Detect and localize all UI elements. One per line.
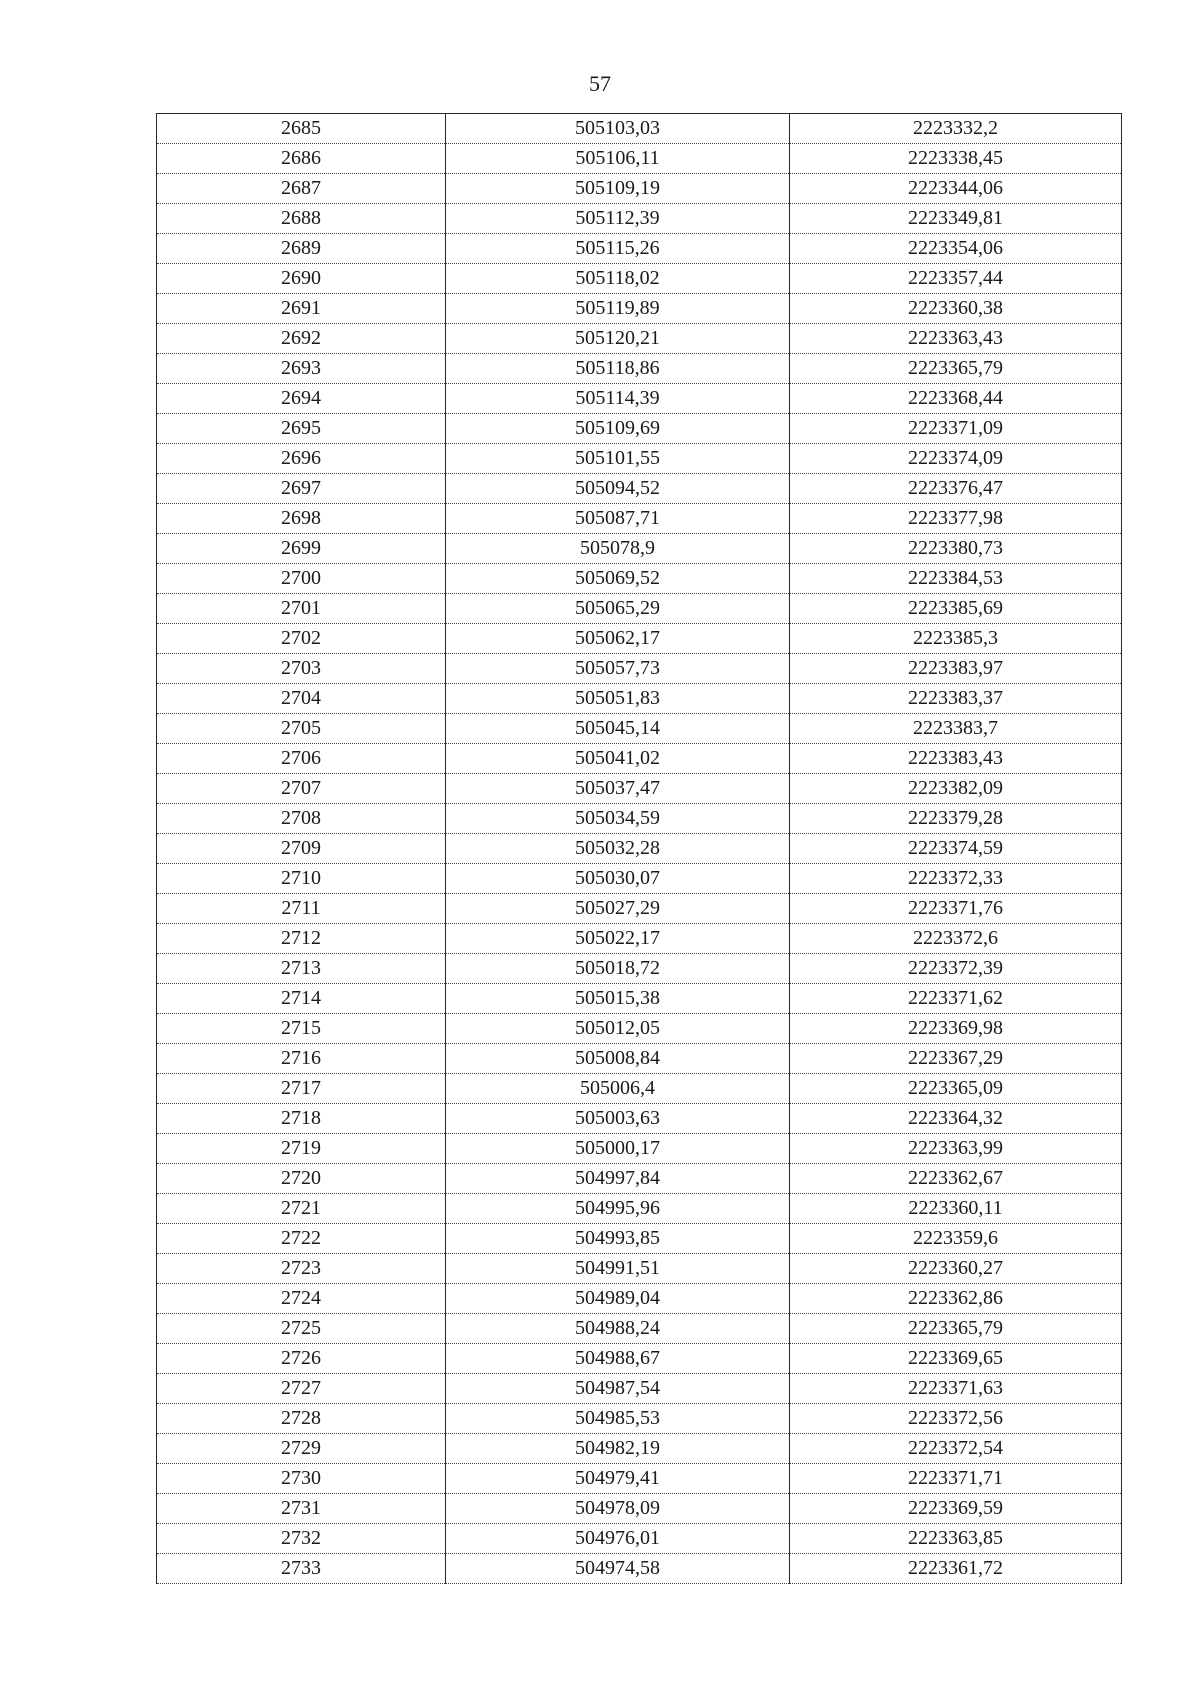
x-coordinate-cell: 505000,17 [446, 1134, 790, 1164]
x-coordinate-cell: 505115,26 [446, 234, 790, 264]
table-row [157, 744, 1122, 774]
x-coordinate-cell: 504987,54 [446, 1374, 790, 1404]
point-number-cell: 2733 [157, 1554, 446, 1584]
x-coordinate-cell: 504974,58 [446, 1554, 790, 1584]
y-coordinate-cell: 2223354,06 [790, 234, 1122, 264]
table-row [157, 1434, 1122, 1464]
point-number-cell: 2710 [157, 864, 446, 894]
y-coordinate-cell: 2223371,71 [790, 1464, 1122, 1494]
table-row [157, 984, 1122, 1014]
table-row [157, 294, 1122, 324]
x-coordinate-cell: 504988,67 [446, 1344, 790, 1374]
point-number-cell: 2704 [157, 684, 446, 714]
y-coordinate-cell: 2223360,38 [790, 294, 1122, 324]
y-coordinate-cell: 2223372,56 [790, 1404, 1122, 1434]
x-coordinate-cell: 505109,69 [446, 414, 790, 444]
x-coordinate-cell: 505051,83 [446, 684, 790, 714]
x-coordinate-cell: 504993,85 [446, 1224, 790, 1254]
y-coordinate-cell: 2223383,37 [790, 684, 1122, 714]
point-number-cell: 2690 [157, 264, 446, 294]
table-row [157, 504, 1122, 534]
point-number-cell: 2707 [157, 774, 446, 804]
point-number-cell: 2685 [157, 114, 446, 144]
table-row [157, 1284, 1122, 1314]
y-coordinate-cell: 2223364,32 [790, 1104, 1122, 1134]
table-row [157, 1104, 1122, 1134]
x-coordinate-cell: 504997,84 [446, 1164, 790, 1194]
point-number-cell: 2700 [157, 564, 446, 594]
table-row [157, 1224, 1122, 1254]
x-coordinate-cell: 505094,52 [446, 474, 790, 504]
y-coordinate-cell: 2223380,73 [790, 534, 1122, 564]
x-coordinate-cell: 505119,89 [446, 294, 790, 324]
y-coordinate-cell: 2223372,54 [790, 1434, 1122, 1464]
table-row [157, 594, 1122, 624]
point-number-cell: 2699 [157, 534, 446, 564]
table-row [157, 324, 1122, 354]
x-coordinate-cell: 505118,86 [446, 354, 790, 384]
x-coordinate-cell: 505018,72 [446, 954, 790, 984]
y-coordinate-cell: 2223361,72 [790, 1554, 1122, 1584]
table-row [157, 684, 1122, 714]
point-number-cell: 2723 [157, 1254, 446, 1284]
table-row [157, 444, 1122, 474]
table-row [157, 1014, 1122, 1044]
point-number-cell: 2724 [157, 1284, 446, 1314]
x-coordinate-cell: 505057,73 [446, 654, 790, 684]
point-number-cell: 2686 [157, 144, 446, 174]
point-number-cell: 2731 [157, 1494, 446, 1524]
x-coordinate-cell: 504985,53 [446, 1404, 790, 1434]
page-number: 57 [589, 71, 611, 96]
table-row [157, 1344, 1122, 1374]
x-coordinate-cell: 504988,24 [446, 1314, 790, 1344]
table-row [157, 1074, 1122, 1104]
coordinates-table-body [157, 114, 1122, 1584]
x-coordinate-cell: 504989,04 [446, 1284, 790, 1314]
point-number-cell: 2708 [157, 804, 446, 834]
table-row [157, 1554, 1122, 1584]
point-number-cell: 2718 [157, 1104, 446, 1134]
x-coordinate-cell: 505112,39 [446, 204, 790, 234]
point-number-cell: 2721 [157, 1194, 446, 1224]
point-number-cell: 2726 [157, 1344, 446, 1374]
point-number-cell: 2689 [157, 234, 446, 264]
table-row [157, 864, 1122, 894]
y-coordinate-cell: 2223371,09 [790, 414, 1122, 444]
x-coordinate-cell: 505032,28 [446, 834, 790, 864]
x-coordinate-cell: 505006,4 [446, 1074, 790, 1104]
point-number-cell: 2695 [157, 414, 446, 444]
table-row [157, 1464, 1122, 1494]
table-row [157, 1494, 1122, 1524]
x-coordinate-cell: 505062,17 [446, 624, 790, 654]
point-number-cell: 2706 [157, 744, 446, 774]
point-number-cell: 2698 [157, 504, 446, 534]
table-row [157, 354, 1122, 384]
table-row [157, 954, 1122, 984]
x-coordinate-cell: 505114,39 [446, 384, 790, 414]
y-coordinate-cell: 2223365,79 [790, 1314, 1122, 1344]
point-number-cell: 2719 [157, 1134, 446, 1164]
point-number-cell: 2705 [157, 714, 446, 744]
table-row [157, 234, 1122, 264]
x-coordinate-cell: 504979,41 [446, 1464, 790, 1494]
x-coordinate-cell: 505015,38 [446, 984, 790, 1014]
x-coordinate-cell: 505065,29 [446, 594, 790, 624]
y-coordinate-cell: 2223379,28 [790, 804, 1122, 834]
point-number-cell: 2692 [157, 324, 446, 354]
point-number-cell: 2693 [157, 354, 446, 384]
x-coordinate-cell: 504976,01 [446, 1524, 790, 1554]
point-number-cell: 2730 [157, 1464, 446, 1494]
y-coordinate-cell: 2223383,7 [790, 714, 1122, 744]
table-row [157, 264, 1122, 294]
table-row [157, 564, 1122, 594]
point-number-cell: 2727 [157, 1374, 446, 1404]
y-coordinate-cell: 2223383,97 [790, 654, 1122, 684]
x-coordinate-cell: 505045,14 [446, 714, 790, 744]
y-coordinate-cell: 2223360,27 [790, 1254, 1122, 1284]
y-coordinate-cell: 2223385,69 [790, 594, 1122, 624]
table-row [157, 894, 1122, 924]
point-number-cell: 2703 [157, 654, 446, 684]
y-coordinate-cell: 2223368,44 [790, 384, 1122, 414]
y-coordinate-cell: 2223369,59 [790, 1494, 1122, 1524]
point-number-cell: 2715 [157, 1014, 446, 1044]
y-coordinate-cell: 2223363,99 [790, 1134, 1122, 1164]
y-coordinate-cell: 2223360,11 [790, 1194, 1122, 1224]
coordinates-table [156, 113, 1122, 1584]
table-row [157, 1404, 1122, 1434]
x-coordinate-cell: 504991,51 [446, 1254, 790, 1284]
x-coordinate-cell: 505012,05 [446, 1014, 790, 1044]
table-row [157, 924, 1122, 954]
table-row [157, 414, 1122, 444]
x-coordinate-cell: 504995,96 [446, 1194, 790, 1224]
table-row [157, 204, 1122, 234]
table-row [157, 774, 1122, 804]
y-coordinate-cell: 2223385,3 [790, 624, 1122, 654]
table-row [157, 654, 1122, 684]
table-row [157, 1194, 1122, 1224]
y-coordinate-cell: 2223332,2 [790, 114, 1122, 144]
y-coordinate-cell: 2223374,59 [790, 834, 1122, 864]
x-coordinate-cell: 505106,11 [446, 144, 790, 174]
x-coordinate-cell: 505022,17 [446, 924, 790, 954]
point-number-cell: 2722 [157, 1224, 446, 1254]
x-coordinate-cell: 505034,59 [446, 804, 790, 834]
x-coordinate-cell: 505101,55 [446, 444, 790, 474]
table-row [157, 1524, 1122, 1554]
y-coordinate-cell: 2223376,47 [790, 474, 1122, 504]
table-row [157, 834, 1122, 864]
y-coordinate-cell: 2223371,63 [790, 1374, 1122, 1404]
x-coordinate-cell: 505037,47 [446, 774, 790, 804]
table-row [157, 1164, 1122, 1194]
y-coordinate-cell: 2223372,39 [790, 954, 1122, 984]
table-row [157, 1044, 1122, 1074]
y-coordinate-cell: 2223374,09 [790, 444, 1122, 474]
table-row [157, 1314, 1122, 1344]
y-coordinate-cell: 2223372,33 [790, 864, 1122, 894]
x-coordinate-cell: 504978,09 [446, 1494, 790, 1524]
point-number-cell: 2728 [157, 1404, 446, 1434]
y-coordinate-cell: 2223362,67 [790, 1164, 1122, 1194]
x-coordinate-cell: 505109,19 [446, 174, 790, 204]
point-number-cell: 2702 [157, 624, 446, 654]
table-row [157, 144, 1122, 174]
point-number-cell: 2691 [157, 294, 446, 324]
point-number-cell: 2709 [157, 834, 446, 864]
table-row [157, 1134, 1122, 1164]
y-coordinate-cell: 2223357,44 [790, 264, 1122, 294]
table-row [157, 1374, 1122, 1404]
y-coordinate-cell: 2223372,6 [790, 924, 1122, 954]
x-coordinate-cell: 505087,71 [446, 504, 790, 534]
point-number-cell: 2696 [157, 444, 446, 474]
table-row [157, 114, 1122, 144]
point-number-cell: 2694 [157, 384, 446, 414]
y-coordinate-cell: 2223384,53 [790, 564, 1122, 594]
y-coordinate-cell: 2223344,06 [790, 174, 1122, 204]
y-coordinate-cell: 2223369,98 [790, 1014, 1122, 1044]
x-coordinate-cell: 505103,03 [446, 114, 790, 144]
point-number-cell: 2729 [157, 1434, 446, 1464]
y-coordinate-cell: 2223365,09 [790, 1074, 1122, 1104]
table-row [157, 804, 1122, 834]
x-coordinate-cell: 505003,63 [446, 1104, 790, 1134]
point-number-cell: 2732 [157, 1524, 446, 1554]
table-row [157, 384, 1122, 414]
y-coordinate-cell: 2223369,65 [790, 1344, 1122, 1374]
point-number-cell: 2716 [157, 1044, 446, 1074]
x-coordinate-cell: 505118,02 [446, 264, 790, 294]
x-coordinate-cell: 504982,19 [446, 1434, 790, 1464]
x-coordinate-cell: 505041,02 [446, 744, 790, 774]
y-coordinate-cell: 2223338,45 [790, 144, 1122, 174]
y-coordinate-cell: 2223371,76 [790, 894, 1122, 924]
y-coordinate-cell: 2223377,98 [790, 504, 1122, 534]
x-coordinate-cell: 505008,84 [446, 1044, 790, 1074]
point-number-cell: 2688 [157, 204, 446, 234]
point-number-cell: 2711 [157, 894, 446, 924]
y-coordinate-cell: 2223383,43 [790, 744, 1122, 774]
point-number-cell: 2714 [157, 984, 446, 1014]
table-row [157, 624, 1122, 654]
table-row [157, 534, 1122, 564]
x-coordinate-cell: 505030,07 [446, 864, 790, 894]
point-number-cell: 2697 [157, 474, 446, 504]
point-number-cell: 2701 [157, 594, 446, 624]
table-row [157, 474, 1122, 504]
table-row [157, 1254, 1122, 1284]
y-coordinate-cell: 2223382,09 [790, 774, 1122, 804]
y-coordinate-cell: 2223362,86 [790, 1284, 1122, 1314]
point-number-cell: 2720 [157, 1164, 446, 1194]
y-coordinate-cell: 2223367,29 [790, 1044, 1122, 1074]
point-number-cell: 2713 [157, 954, 446, 984]
point-number-cell: 2725 [157, 1314, 446, 1344]
point-number-cell: 2687 [157, 174, 446, 204]
y-coordinate-cell: 2223363,43 [790, 324, 1122, 354]
point-number-cell: 2712 [157, 924, 446, 954]
y-coordinate-cell: 2223363,85 [790, 1524, 1122, 1554]
y-coordinate-cell: 2223371,62 [790, 984, 1122, 1014]
x-coordinate-cell: 505027,29 [446, 894, 790, 924]
table-row [157, 714, 1122, 744]
x-coordinate-cell: 505078,9 [446, 534, 790, 564]
point-number-cell: 2717 [157, 1074, 446, 1104]
x-coordinate-cell: 505120,21 [446, 324, 790, 354]
x-coordinate-cell: 505069,52 [446, 564, 790, 594]
y-coordinate-cell: 2223359,6 [790, 1224, 1122, 1254]
y-coordinate-cell: 2223365,79 [790, 354, 1122, 384]
table-row [157, 174, 1122, 204]
y-coordinate-cell: 2223349,81 [790, 204, 1122, 234]
